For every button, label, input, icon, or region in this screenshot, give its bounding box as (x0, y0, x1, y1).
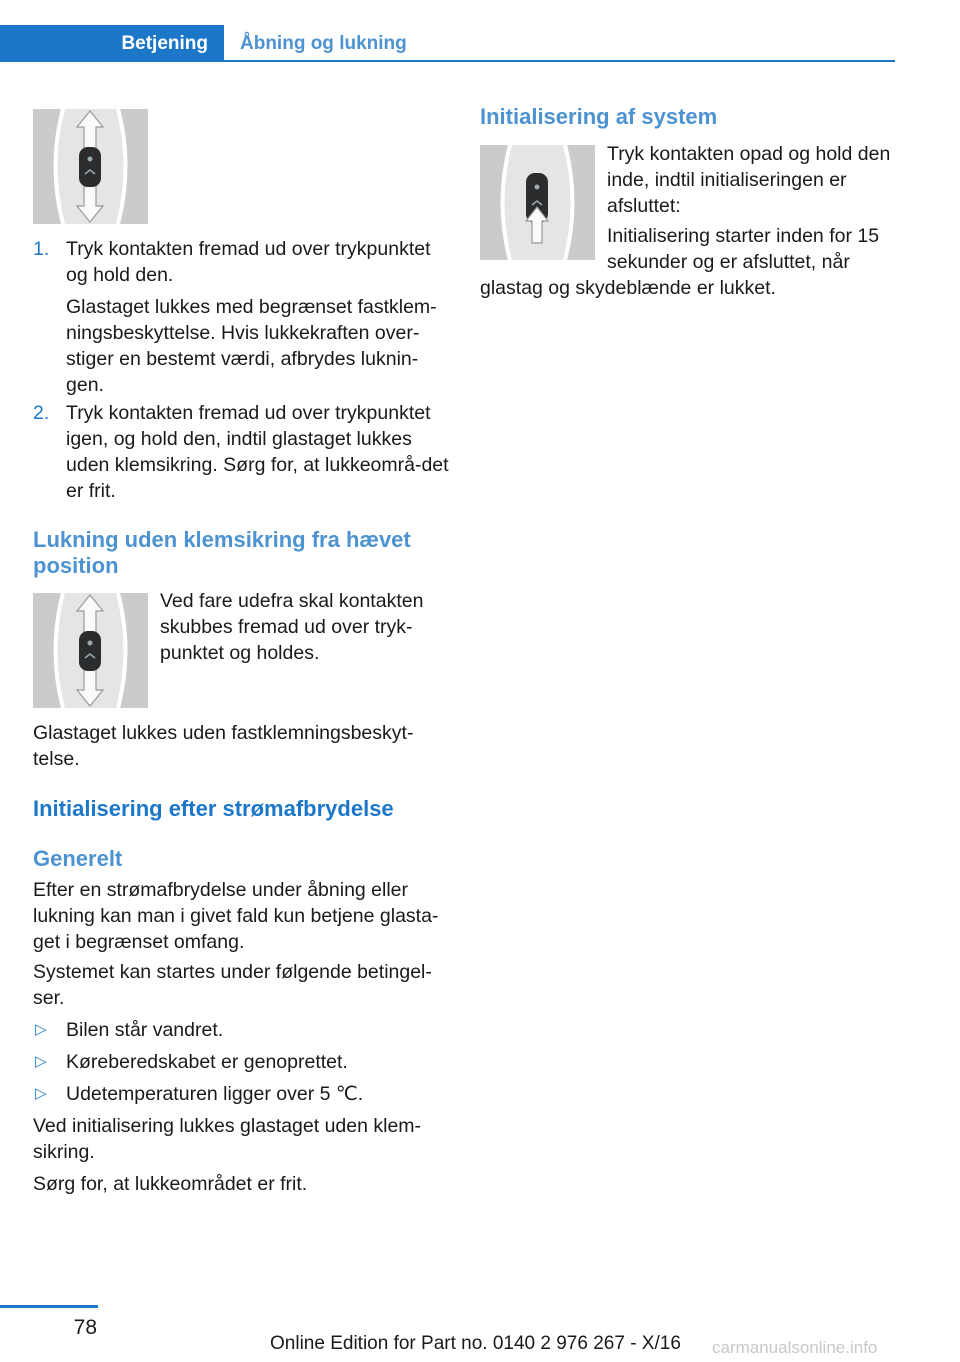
heading-system-init: Initialisering af system (480, 104, 718, 129)
switch-forward-image-2 (33, 593, 148, 708)
header-tab-aabning[interactable]: Åbning og lukning (240, 33, 407, 54)
page-number: 78 (73, 1316, 97, 1339)
bullet-text: Køreberedskabet er genoprettet. (66, 1051, 348, 1073)
heading-general: Generelt (33, 846, 123, 871)
heading-init-after-power: Initialisering efter strømafbrydelse (33, 796, 394, 821)
step-2-text: Tryk kontakten fremad ud over trykpunktet igen, og hold den, indtil glastaget lukkes uden klemsikring. Sørg for, at lukkeområ‐det er frit. (66, 402, 449, 502)
triangle-bullet-icon: ▷ (35, 1021, 47, 1038)
bullet-text: Udetemperaturen ligger over 5 ℃. (66, 1083, 364, 1105)
system-init-text-2-wrap (480, 223, 895, 301)
general-text-1: Efter en strømafbrydelse under åbning eller lukning kan man i givet fald kun betjene glasta‐get i begrænset omfang. (33, 879, 439, 953)
system-init-text-1: Tryk kontakten opad og hold den inde, indtil initialiseringen er afsluttet: (607, 143, 891, 217)
page-header (0, 25, 895, 62)
watermark: carmanualsonline.info (712, 1338, 878, 1357)
bullet-item (33, 1049, 453, 1075)
init-text-1: Ved initialisering lukkes glastaget uden klem‐sikring. (33, 1115, 422, 1163)
closing-raised-text: Ved fare udefra skal kontakten skubbes fremad ud over tryk‐punktet og holdes. (160, 590, 424, 664)
triangle-bullet-icon: ▷ (35, 1085, 47, 1102)
closing-raised-text-2: Glastaget lukkes uden fastklemningsbeskyt‐telse. (33, 722, 414, 770)
bullet-item (33, 1081, 453, 1107)
init-text-2: Sørg for, at lukkeområdet er frit. (33, 1173, 308, 1195)
general-text-2: Systemet kan startes under følgende betingel‐ser. (33, 961, 432, 1009)
step-1-text: Tryk kontakten fremad ud over trykpunktet og hold den. (66, 238, 431, 286)
bullet-text: Bilen står vandret. (66, 1019, 224, 1041)
bullet-item (33, 1017, 453, 1043)
heading-closing-raised: Lukning uden klemsikring fra hævet position (33, 527, 411, 578)
triangle-bullet-icon: ▷ (35, 1053, 47, 1070)
footer-rule (0, 1305, 98, 1308)
step-2-number: 2. (33, 402, 50, 424)
header-tab-betjening[interactable]: Betjening (0, 25, 224, 62)
step-1 (33, 236, 453, 398)
step-1-detail: Glastaget lukkes med begrænset fastklem‐ningsbeskyttelse. Hvis lukkekraften over‐stiger en bestemt værdi, afbrydes luknin‐gen. (66, 296, 437, 396)
step-1-number: 1. (33, 238, 50, 260)
header-rule (224, 60, 895, 62)
step-2 (33, 400, 453, 504)
switch-forward-image (33, 109, 148, 224)
edition-info: Online Edition for Part no. 0140 2 976 267 - X/16 (270, 1333, 681, 1354)
system-init-text-2: Initialisering starter inden for 15 sekunder og er afsluttet, når glastag og skydeblænde er lukket. (480, 225, 880, 299)
